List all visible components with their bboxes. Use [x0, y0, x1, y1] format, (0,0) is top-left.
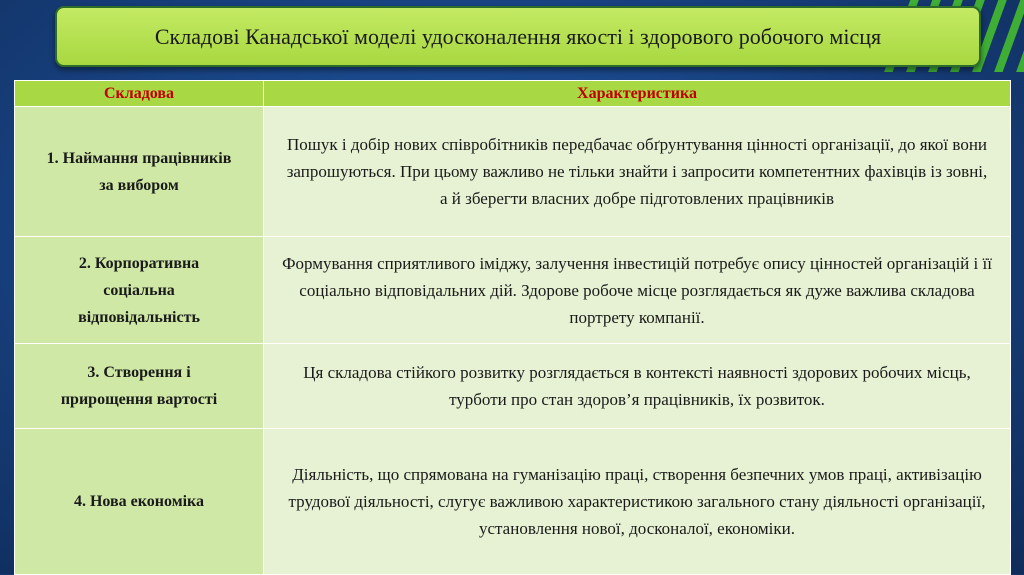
description-text: Діяльність, що спрямована на гуманізацію праці, створення безпечних умов праці, активізацію трудової діяльності, слугує важливою характеристикою загального стану діяльності організації, установлення нової, досконалої, економіки. — [288, 465, 986, 538]
table-row — [15, 237, 1011, 344]
component-label: 4. Нова економіка — [73, 493, 205, 510]
component-cell — [15, 344, 264, 429]
header-component: Складова — [15, 81, 264, 107]
component-label: 3. Створення і прирощення вартості — [60, 364, 218, 408]
description-cell — [264, 344, 1011, 429]
slide-title-box — [55, 6, 981, 67]
model-components-table — [14, 80, 1011, 575]
description-cell — [264, 107, 1011, 237]
description-cell — [264, 429, 1011, 575]
table-row — [15, 344, 1011, 429]
component-cell — [15, 237, 264, 344]
table-row — [15, 107, 1011, 237]
component-cell — [15, 107, 264, 237]
component-label: 2. Корпоративна соціальна відповідальність — [78, 254, 200, 326]
slide-title: Складові Канадської моделі удосконалення якості і здорового робочого місця — [154, 23, 882, 49]
component-cell — [15, 429, 264, 575]
description-text: Формування сприятливого іміджу, залучення інвестицій потребує опису цінностей організацій і її соціально відповідальних дій. Здорове робоче місце розглядається як дуже важлива складова портрету компанії. — [282, 253, 992, 327]
table-header-row — [15, 81, 1011, 107]
component-label: 1. Наймання працівників за вибором — [46, 149, 232, 194]
header-description: Характеристика — [264, 81, 1011, 107]
table-row — [15, 429, 1011, 575]
description-cell — [264, 237, 1011, 344]
description-text: Пошук і добір нових співробітників передбачає обґрунтування цінності організації, до якої вони запрошуються. При цьому важливо не тільки знайти і запросити компетентних фахівців із зовні, а й зберегти власних добре підготовлених працівників — [286, 135, 988, 208]
description-text: Ця складова стійкого розвитку розглядається в контексті наявності здорових робочих місць, турботи про стан здоров’я працівників, їх розвиток. — [303, 363, 971, 409]
